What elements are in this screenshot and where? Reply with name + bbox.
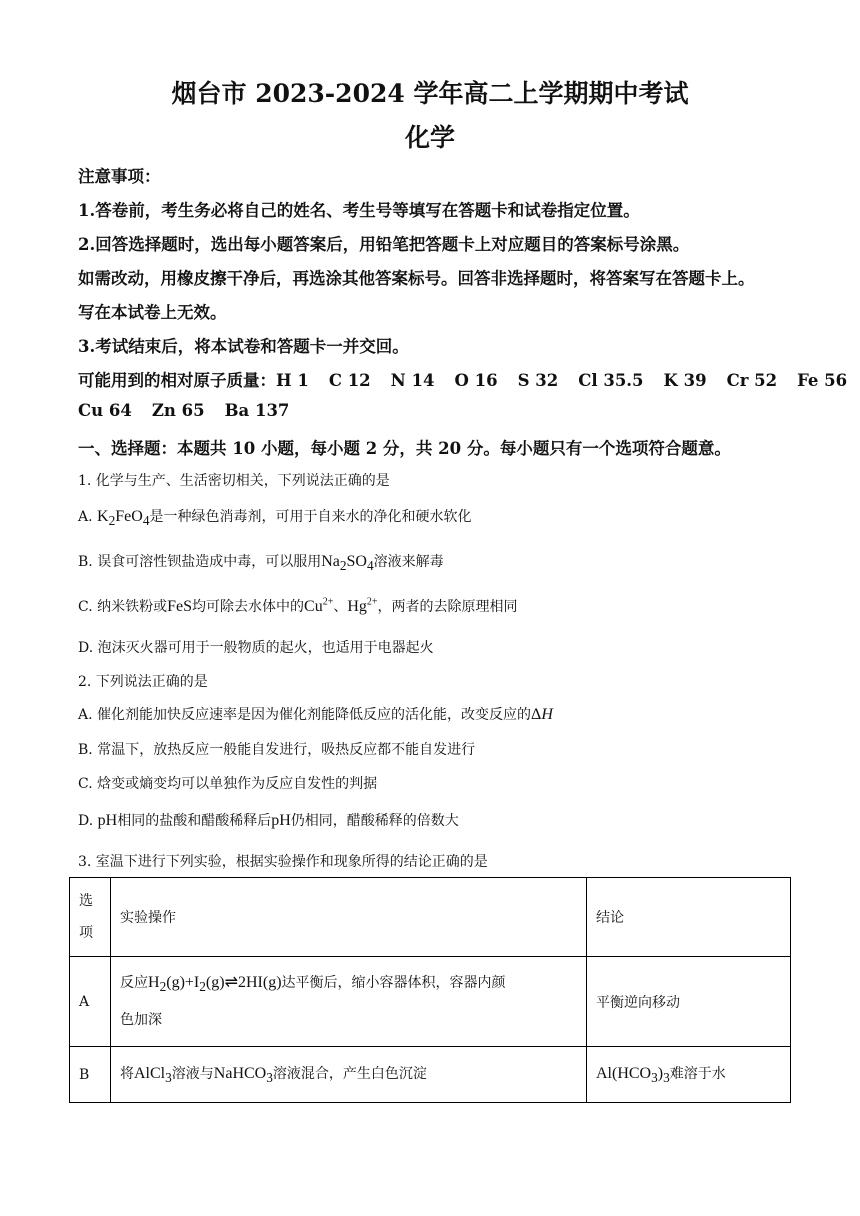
equation-h2-i2: $H_2(g)+I_2(g)\rightleftharpoons 2HI(g)$: [148, 974, 282, 995]
mass-ba: Ba 137: [224, 401, 290, 420]
atomic-mass-label: 可能用到的相对原子质量：: [78, 371, 276, 390]
q2-option-c: C. 焓变或熵变均可以单独作为反应自发性的判据: [78, 776, 378, 792]
notice-item-2-end: 写在本试卷上无效。: [78, 303, 227, 322]
mass-cl: Cl 35.5: [578, 371, 644, 390]
table-row: [70, 957, 791, 1047]
q1-stem: 1. 化学与生产、生活密切相关，下列说法正确的是: [78, 473, 390, 489]
header-option: 选 项: [70, 878, 111, 957]
mass-cr: Cr 52: [726, 371, 778, 390]
q3-table: [69, 877, 791, 1103]
row-b-option: B: [70, 1047, 111, 1103]
mass-cu: Cu 64: [78, 401, 132, 420]
table-header-row: [70, 878, 791, 957]
notice-item-3: 3.考试结束后，将本试卷和答题卡一并交回。: [78, 337, 409, 356]
formula-nahco3: NaHCO$_3$: [213, 1064, 273, 1086]
q2-option-a: A. 催化剂能加快反应速率是因为催化剂能降低反应的活化能，改变反应的ΔH: [78, 706, 553, 723]
symbol-ph: pH: [97, 812, 118, 829]
formula-alcl3: AlCl$_3$: [134, 1064, 172, 1086]
mass-fe: Fe 56: [797, 371, 848, 390]
header-operation: 实验操作: [111, 878, 587, 957]
ion-cu: $Cu^{2+}$: [304, 596, 334, 615]
row-a-option: A: [70, 957, 111, 1047]
notice-heading: 注意事项：: [78, 167, 161, 186]
mass-k: K 39: [663, 371, 707, 390]
mass-s: S 32: [517, 371, 559, 390]
q2-option-d: D. pH相同的盐酸和醋酸稀释后pH仍相同，醋酸稀释的倍数大: [78, 812, 459, 829]
atomic-mass-line-2: [78, 401, 309, 420]
mass-c: C 12: [328, 371, 371, 390]
mass-n: N 14: [390, 371, 435, 390]
q2-option-b: B. 常温下，放热反应一般能自发进行，吸热反应都不能自发进行: [78, 742, 476, 758]
exam-title: 烟台市 2023-2024 学年高二上学期期中考试: [171, 79, 689, 108]
row-b-operation: 将AlCl$_3$溶液与NaHCO$_3$溶液混合，产生白色沉淀: [111, 1047, 587, 1103]
atomic-mass-line-1: [78, 367, 847, 391]
table-row: [70, 1047, 791, 1103]
notice-item-2: 2.回答选择题时，选出每小题答案后，用铅笔把答题卡上对应题目的答案标号涂黑。: [78, 235, 690, 254]
formula-na2so4: $Na_2SO_4$: [321, 553, 374, 574]
q1-option-a: A. $K_2FeO_4$是一种绿色消毒剂，可用于自来水的净化和硬水软化: [78, 508, 472, 529]
header-conclusion: 结论: [587, 878, 791, 957]
mass-h: H 1: [276, 371, 309, 390]
notice-item-1: 1.答卷前，考生务必将自己的姓名、考生号等填写在答题卡和试卷指定位置。: [78, 201, 640, 220]
mass-o: O 16: [454, 371, 498, 390]
formula-al-hco3-3: $Al(HCO_3)_3$: [596, 1064, 670, 1086]
section-1-heading: 一、选择题：本题共 10 小题，每小题 2 分，共 20 分。每小题只有一个选项符合题意。: [78, 439, 731, 458]
exam-subject: 化学: [404, 123, 455, 152]
mass-zn: Zn 65: [151, 401, 205, 420]
q1-option-b: B. 误食可溶性钡盐造成中毒，可以服用$Na_2SO_4$溶液来解毒: [78, 553, 444, 574]
ion-hg: $Hg^{2+}$: [347, 596, 378, 615]
formula-fes: FeS: [167, 598, 193, 615]
row-a-conclusion: 平衡逆向移动: [587, 957, 791, 1047]
symbol-ph-2: pH: [271, 812, 291, 829]
formula-k2feo4: $K_2FeO_4$: [97, 508, 150, 529]
symbol-delta-h: ΔH: [531, 706, 553, 723]
q1-option-d: D. 泡沫灭火器可用于一般物质的起火，也适用于电器起火: [78, 640, 434, 656]
notice-item-2-cont: 如需改动，用橡皮擦干净后，再选涂其他答案标号。回答非选择题时，将答案写在答题卡上。: [78, 269, 755, 288]
q2-stem: 2. 下列说法正确的是: [78, 674, 208, 690]
row-a-operation: 反应$H_2(g)+I_2(g)\rightleftharpoons 2HI(g)$达平衡后，缩小容器体积，容器内颜 色加深: [111, 957, 587, 1047]
q3-stem: 3. 室温下进行下列实验，根据实验操作和现象所得的结论正确的是: [78, 854, 488, 870]
row-b-conclusion: $Al(HCO_3)_3$难溶于水: [587, 1047, 791, 1103]
q1-option-c: C. 纳米铁粉或FeS均可除去水体中的$Cu^{2+}$、$Hg^{2+}$，两者的去除原理相同: [78, 596, 518, 615]
